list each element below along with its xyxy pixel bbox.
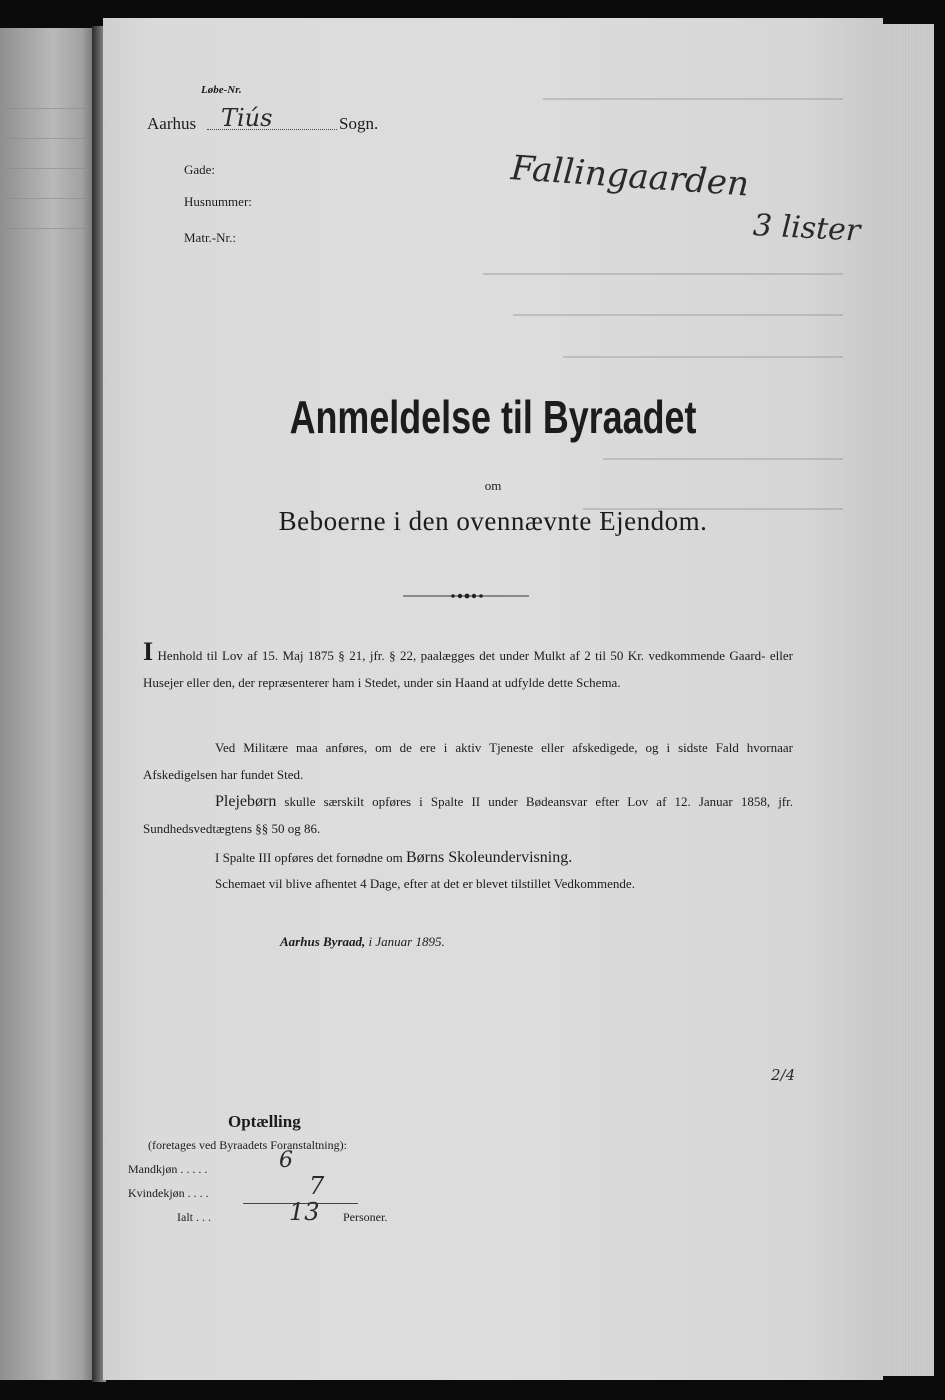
instruction-paragraph-1: [143, 637, 794, 696]
female-label: Kvindekjøn . . . .: [128, 1186, 209, 1200]
instruction-text-3: skulle særskilt opføres i Spalte II under Bødeansvar efter Lov af 12. Januar 1858, jfr. Sundhedsvedtægtens §§ 50 og 86.: [143, 794, 793, 836]
page-stack-edges: [878, 24, 934, 1376]
husnummer-label: Husnummer:: [184, 194, 252, 209]
fraction-handwritten: 2/4: [771, 1066, 796, 1084]
instruction-text-4: I Spalte III opføres det fornødne om: [215, 850, 403, 865]
instruction-text-1: Henhold til Lov af 15. Maj 1875 § 21, jfr. § 22, paalægges det under Mulkt af 2 til 50 Kr. vedkommende Gaard- eller Husejer eller den, der repræsenterer ham i Stedet, under sin Haand at udfylde dette Schema.: [143, 648, 794, 690]
street-handwritten: Fallingaarden: [509, 148, 751, 205]
signature-org: Aarhus Byraad,: [280, 934, 366, 949]
instruction-text-2: Ved Militære maa anføres, om de ere i aktiv Tjeneste eller afskedigede, og i sidste Fald hvornaar Afskedigelsen har fundet Sted.: [143, 740, 793, 782]
ornament-divider: [403, 591, 529, 601]
skoleundervisning-emphasis: Børns Skoleundervisning.: [405, 849, 573, 866]
drop-initial: I: [143, 637, 154, 666]
persons-label: Personer.: [343, 1210, 388, 1224]
male-label: Mandkjøn . . . . .: [128, 1162, 208, 1176]
matr-nr-label: Matr.-Nr.:: [184, 230, 236, 245]
count-subtitle: (foretages ved Byraadets Foranstaltning):: [148, 1138, 347, 1152]
instruction-paragraph-2: [143, 734, 793, 788]
plejeborn-emphasis: Plejebørn: [215, 793, 277, 810]
count-title: Optælling: [228, 1112, 301, 1131]
previous-page-edge: [0, 28, 96, 1380]
instruction-paragraph-5: [143, 870, 793, 897]
city-label: Aarhus: [147, 114, 197, 133]
male-value: 6: [279, 1148, 293, 1173]
signature-line: [280, 934, 445, 950]
instruction-text-5: Schemaet vil blive afhentet 4 Dage, efter at det er blevet tilstillet Vedkommende.: [215, 876, 635, 891]
female-value: 7: [309, 1172, 325, 1200]
om-label: om: [484, 478, 502, 493]
form-page: [103, 18, 883, 1380]
instruction-paragraph-3: [143, 788, 793, 842]
sogn-label: Sogn.: [339, 114, 379, 133]
sheets-handwritten: 3 lister: [752, 208, 862, 249]
gade-label: Gade:: [184, 162, 216, 177]
instruction-paragraph-4: [143, 844, 793, 871]
page-subtitle: Beboerne i den ovennævnte Ejendom.: [278, 506, 708, 536]
parish-handwritten: Tiús: [221, 104, 273, 132]
loebe-nr-label: Løbe-Nr.: [201, 84, 242, 96]
page-title: Anmeldelse til Byraadet: [289, 391, 697, 443]
total-label: Ialt . . .: [177, 1210, 211, 1224]
total-value: 13: [289, 1198, 320, 1226]
signature-date: i Januar 1895.: [368, 934, 445, 949]
